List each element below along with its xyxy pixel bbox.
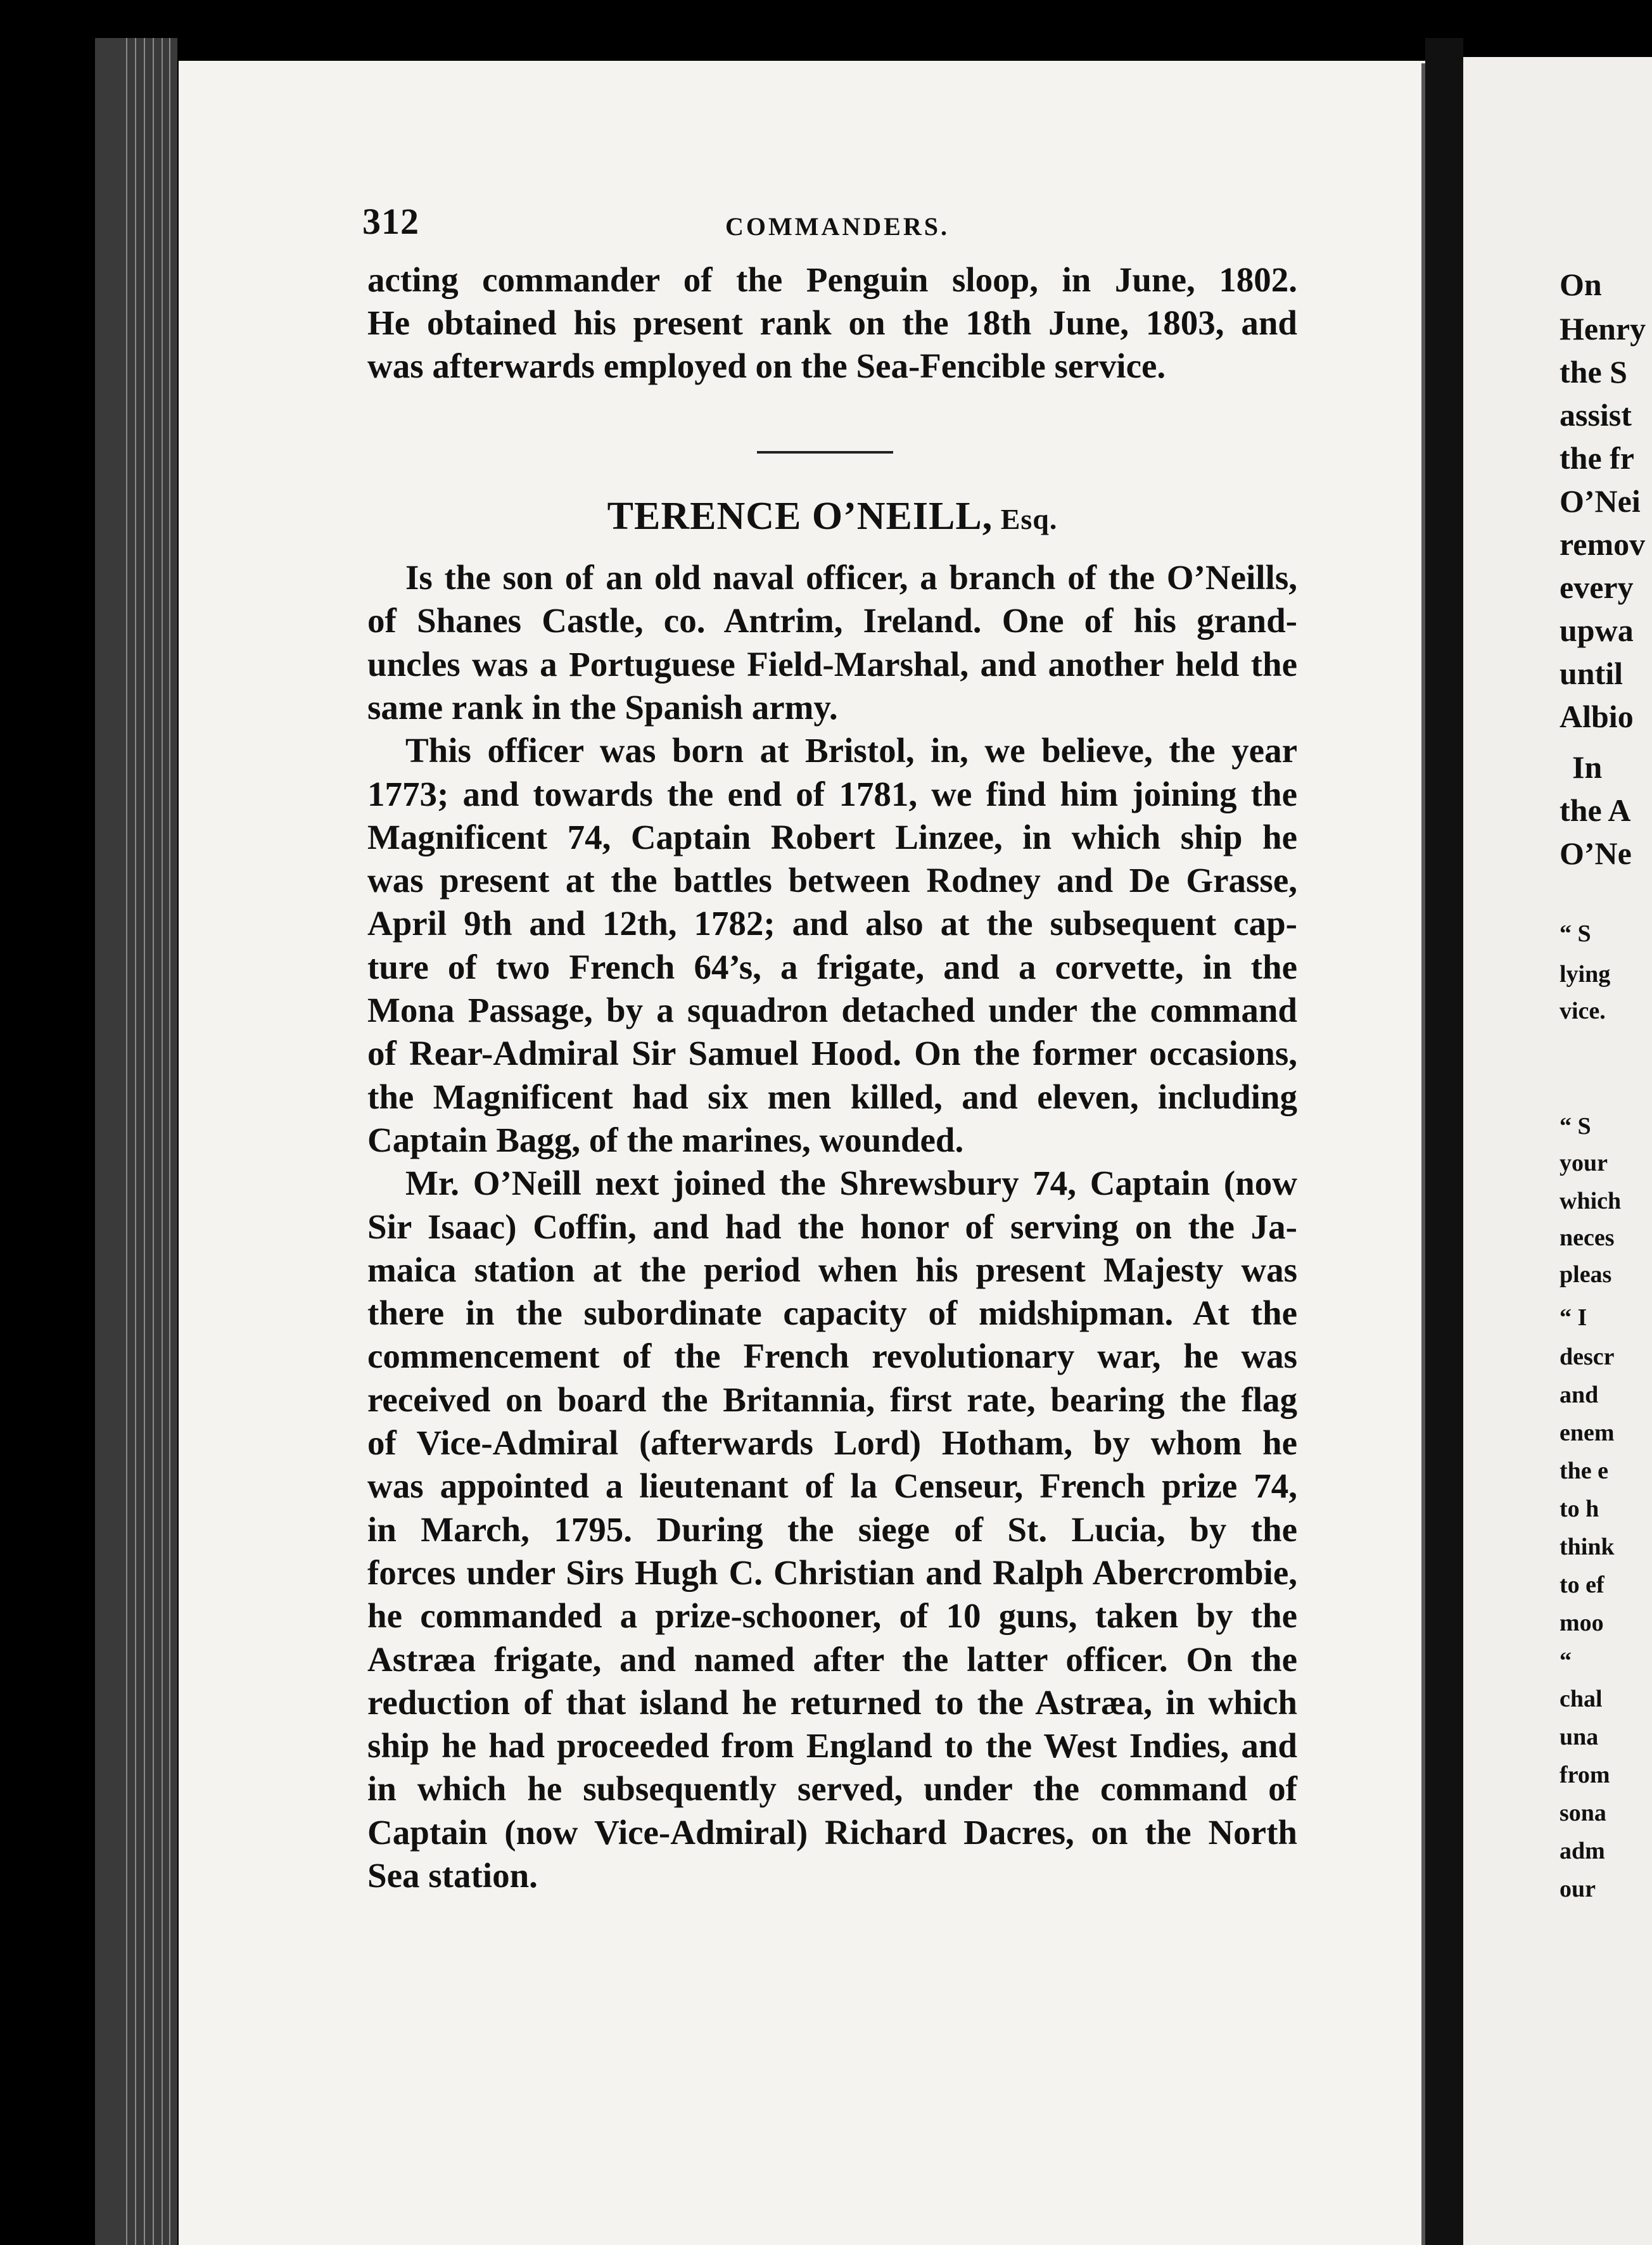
body-line: Captain Bagg, of the marines, wounded. — [367, 1120, 964, 1159]
facing-page-fragment: and — [1560, 1382, 1599, 1408]
facing-page-fragment: chal — [1560, 1686, 1603, 1712]
facing-page-fragment: vice. — [1560, 998, 1606, 1024]
facing-page-fragment: our — [1560, 1876, 1596, 1902]
facing-page-fragment: In — [1572, 749, 1603, 785]
facing-page-fragment: from — [1560, 1762, 1610, 1788]
facing-page-fragment: remov — [1560, 526, 1646, 562]
facing-page-fragment: until — [1560, 656, 1623, 691]
facing-page-fragment: your — [1560, 1150, 1608, 1176]
page-number: 312 — [362, 201, 419, 242]
body-line: ture of two French 64’s, a frigate, and a corvette, in the — [367, 947, 1297, 986]
facing-page-fragment: assist — [1560, 397, 1632, 433]
body-line: Mr. O’Neill next joined the Shrewsbury 74, Captain (now — [405, 1164, 1297, 1203]
body-line: he commanded a prize-schooner, of 10 guns, taken by the — [367, 1596, 1297, 1636]
facing-page-fragment: “ I — [1560, 1304, 1587, 1331]
body-line: forces under Sirs Hugh C. Christian and Ralph Abercrombie, — [367, 1553, 1297, 1592]
body-line: in March, 1795. During the siege of St. Lucia, by the — [367, 1510, 1297, 1549]
body-line: received on board the Britannia, first rate, bearing the flag — [367, 1380, 1297, 1419]
body-line: Magnificent 74, Captain Robert Linzee, in which ship he — [367, 817, 1297, 856]
body-line: of Shanes Castle, co. Antrim, Ireland. One of his grand- — [367, 601, 1297, 640]
body-line: the Magnificent had six men killed, and eleven, including — [367, 1077, 1297, 1116]
facing-page-fragment: una — [1560, 1724, 1599, 1750]
facing-page-fragment: “ S — [1560, 920, 1591, 947]
article-title-name: TERENCE O’NEILL, — [607, 495, 993, 538]
body-line: same rank in the Spanish army. — [367, 687, 838, 727]
intro-line-1: acting commander of the Penguin sloop, in June, 1802. — [367, 260, 1297, 299]
body-line: April 9th and 12th, 1782; and also at the subsequent cap- — [367, 904, 1297, 943]
facing-page-fragment: enem — [1560, 1420, 1615, 1446]
facing-page-fragment: the S — [1560, 354, 1627, 390]
body-line: uncles was a Portuguese Field-Marshal, and another held the — [367, 644, 1297, 684]
facing-page-fragment: On — [1560, 267, 1602, 302]
facing-page-fragment: neces — [1560, 1224, 1615, 1251]
facing-page-fragment: to ef — [1560, 1572, 1604, 1598]
body-line: was appointed a lieutenant of la Censeur, French prize 74, — [367, 1466, 1297, 1506]
facing-page-fragment: descr — [1560, 1344, 1615, 1370]
intro-line-3: was afterwards employed on the Sea-Fencible service. — [367, 347, 1166, 385]
body-line: commencement of the French revolutionary war, he was — [367, 1337, 1297, 1376]
facing-page-fragment: which — [1560, 1188, 1622, 1214]
facing-page-fragment: the fr — [1560, 440, 1634, 476]
body-line: ship he had proceeded from England to the West Indies, and — [367, 1726, 1297, 1765]
intro-line-2: He obtained his present rank on the 18th June, 1803, and — [367, 303, 1297, 342]
facing-page-fragment: think — [1560, 1534, 1615, 1560]
facing-page-fragment: O’Ne — [1560, 836, 1632, 871]
facing-page-fragment: “ — [1560, 1648, 1572, 1674]
body-line: Sea station. — [367, 1856, 538, 1895]
body-line: reduction of that island he returned to the Astræa, in which — [367, 1682, 1297, 1722]
body-line: of Rear-Admiral Sir Samuel Hood. On the former occasions, — [367, 1034, 1297, 1073]
body-line: maica station at the period when his present Majesty was — [367, 1250, 1297, 1289]
facing-page-fragment: the e — [1560, 1458, 1609, 1484]
body-line: in which he subsequently served, under the command of — [367, 1769, 1297, 1809]
facing-page-fragment: every — [1560, 569, 1634, 605]
body-line: Sir Isaac) Coffin, and had the honor of serving on the Ja- — [367, 1207, 1297, 1246]
facing-page-fragment: O’Nei — [1560, 483, 1641, 519]
body-line: Captain (now Vice-Admiral) Richard Dacres, on the North — [367, 1812, 1297, 1852]
body-line: there in the subordinate capacity of midshipman. At the — [367, 1294, 1297, 1333]
section-divider — [757, 451, 893, 454]
article-title-suffix: Esq. — [993, 503, 1058, 535]
article-title — [367, 494, 1297, 539]
facing-page-fragment: upwa — [1560, 613, 1634, 648]
facing-page-fragment: adm — [1560, 1838, 1605, 1864]
body-line: of Vice-Admiral (afterwards Lord) Hotham, by whom he — [367, 1423, 1297, 1462]
body-line: Is the son of an old naval officer, a branch of the O’Neills, — [405, 558, 1297, 597]
facing-page-fragment: the A — [1560, 792, 1631, 828]
running-head: COMMANDERS. — [725, 212, 950, 241]
body-line: 1773; and towards the end of 1781, we find him joining the — [367, 774, 1297, 813]
facing-page-fragment: to h — [1560, 1496, 1599, 1522]
body-line: This officer was born at Bristol, in, we believe, the year — [405, 731, 1297, 770]
body-line: was present at the battles between Rodney and De Grasse, — [367, 861, 1297, 900]
facing-page-fragment: sona — [1560, 1800, 1606, 1826]
facing-page-fragment: Albio — [1560, 699, 1634, 734]
body-line: Astræa frigate, and named after the latter officer. On the — [367, 1639, 1297, 1679]
facing-page-fragment: “ S — [1560, 1113, 1591, 1140]
facing-page-fragment: moo — [1560, 1610, 1604, 1636]
facing-page-fragment: pleas — [1560, 1261, 1612, 1288]
body-line: Mona Passage, by a squadron detached under the command — [367, 991, 1297, 1029]
facing-page-fragment: lying — [1560, 961, 1611, 988]
facing-page-fragment: Henry — [1560, 311, 1646, 347]
